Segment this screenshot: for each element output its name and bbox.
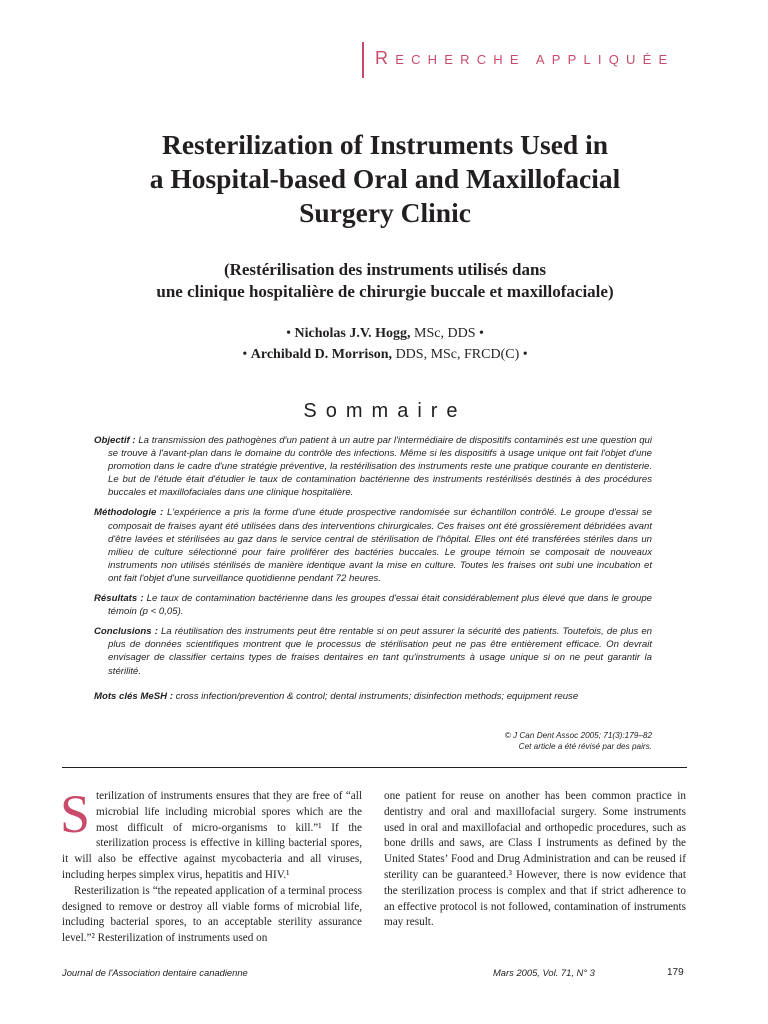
title-line-2: a Hospital-based Oral and Maxillofacial	[149, 163, 621, 194]
citation-line-2: Cet article a été révisé par des pairs.	[518, 742, 652, 751]
body-column-right	[384, 789, 686, 931]
body-paragraph-2: Resterilization is “the repeated application of a terminal process designed to remove or destroy all viable forms of microbial life, including bacterial spores, to an acceptable sterility assurance level.”² Resterilization of instruments used on	[62, 884, 362, 945]
author-2	[90, 344, 680, 365]
author-1-name: Nicholas J.V. Hogg,	[294, 326, 411, 341]
title-line-1: Resterilization of Instruments Used in	[161, 129, 609, 160]
abstract-resultats	[94, 592, 652, 618]
section-divider	[62, 767, 687, 768]
body-paragraph-1	[60, 784, 362, 884]
drop-cap: S	[60, 784, 91, 844]
abstract-resultats-text: Le taux de contamination bactérienne dans les groupes d'essai était considérablement plus élevé que dans le groupe témoin (p < 0,05).	[108, 593, 652, 618]
abstract-mesh-keywords	[94, 690, 652, 703]
author-2-name: Archibald D. Morrison,	[250, 347, 393, 362]
subtitle-line-1: (Restérilisation des instruments utilisés dans	[223, 260, 547, 279]
abstract-conclusions-label: Conclusions :	[94, 626, 158, 638]
section-header	[362, 42, 768, 78]
article-subtitle	[90, 259, 680, 303]
citation-line-1: © J Can Dent Assoc 2005; 71(3):179–82	[504, 731, 652, 740]
subtitle-line-2: une clinique hospitalière de chirurgie buccale et maxillofaciale)	[156, 282, 614, 301]
author-2-prefix: •	[242, 347, 251, 362]
body-column-left	[60, 784, 362, 947]
footer-journal-name: Journal de l'Association dentaire canadienne	[62, 967, 248, 978]
abstract-conclusions-text: La réutilisation des instruments peut être rentable si on peut assurer la sécurité des patients. Toutefois, de plus en plus de données scientifiques montrent que le processus de stérilisation peut ne pas être entièrement efficace. On devrait envisager de classifier certains types de fraises dentaires en tant qu'instruments à usage unique si on ne peut garantir la stérilité.	[108, 626, 652, 677]
author-1	[90, 323, 680, 344]
body-paragraph-3: one patient for reuse on another has been common practice in dentistry and oral and maxillofacial surgery. Some instruments used in oral and maxillofacial and orthopedic procedures, such as bone drills and saws, are Class I instruments as defined by the United States’ Food and Drug Administration and can be reused if sterility can be guaranteed.³ However, there is now evidence that the sterilization process is complex and that if strict adherence to an effective protocol is not followed, contamination of instruments may result.	[384, 790, 686, 929]
abstract	[94, 434, 652, 710]
author-1-credentials: MSc, DDS •	[410, 326, 484, 341]
abstract-objectif-label: Objectif :	[94, 435, 136, 446]
footer-issue: Mars 2005, Vol. 71, N° 3	[493, 967, 595, 978]
abstract-conclusions	[94, 625, 652, 677]
sommaire-heading: Sommaire	[303, 400, 467, 422]
author-list	[90, 323, 680, 365]
page-number: 179	[667, 967, 684, 978]
section-header-first-letter: R	[375, 48, 396, 68]
author-1-prefix: •	[286, 326, 295, 341]
abstract-objectif-text: La transmission des pathogènes d'un patient à un autre par l'intermédiaire de dispositifs contaminés est une question qui se trouve à l'avant-plan dans le domaine du contrôle des infections. Même si les dispositifs à usage unique ont fait l'objet d'une promotion dans le cadre d'une stratégie préventive, la restérilisation des instruments reste une pratique courante en dentisterie. Le but de l'étude était d'étudier le taux de contamination bactérienne des instruments restérilisés destinés à des procédures buccales et maxillofaciales dans une clinique hospitalière.	[108, 435, 652, 499]
section-header-rest: ECHERCHE APPLIQUÉE	[395, 52, 675, 67]
abstract-mesh-label: Mots clés MeSH :	[94, 690, 173, 702]
abstract-methodologie-label: Méthodologie :	[94, 507, 164, 519]
abstract-mesh-text: cross infection/prevention & control; dental instruments; disinfection methods; equipment reuse	[172, 690, 579, 702]
abstract-objectif	[94, 434, 652, 499]
author-2-credentials: DDS, MSc, FRCD(C) •	[392, 347, 528, 362]
title-line-3: Surgery Clinic	[299, 197, 471, 228]
article-title	[90, 128, 680, 230]
abstract-resultats-label: Résultats :	[94, 593, 144, 605]
section-header-label	[375, 48, 674, 69]
abstract-methodologie-text: L'expérience a pris la forme d'une étude prospective randomisée sur échantillon contrôlé. Le groupe d'essai se composait de fraises ayant été utilisées dans des interventions chirurgicales. Ces fraises ont été grossièrement débridées avant d'être lavées et stérilisées au gaz dans le service central de stérilisation de l'hôpital. Elles ont été transférées stériles dans un milieu de culture sélectionné pour faire proliférer des bactéries buccales. Le groupe témoin se composait de nouveaux instruments non utilisés stérilisés de manière identique avant la mise en culture. Toutes les fraises ont subi une incubation et ont fait l'objet d'une surveillance quotidienne pendant 72 heures.	[108, 507, 652, 584]
section-header-bar	[362, 42, 364, 78]
citation	[505, 730, 652, 752]
body-paragraph-1-text: terilization of instruments ensures that they are free of “all microbial life including microbial spores which are the most difficult of micro-organisms to kill.”¹ If the sterilization process is effective in killing bacterial spores, it will also be effective against mycobacteria and all viruses, including herpes simplex virus, hepatitis and HIV.¹	[62, 790, 362, 881]
abstract-methodologie	[94, 506, 652, 585]
